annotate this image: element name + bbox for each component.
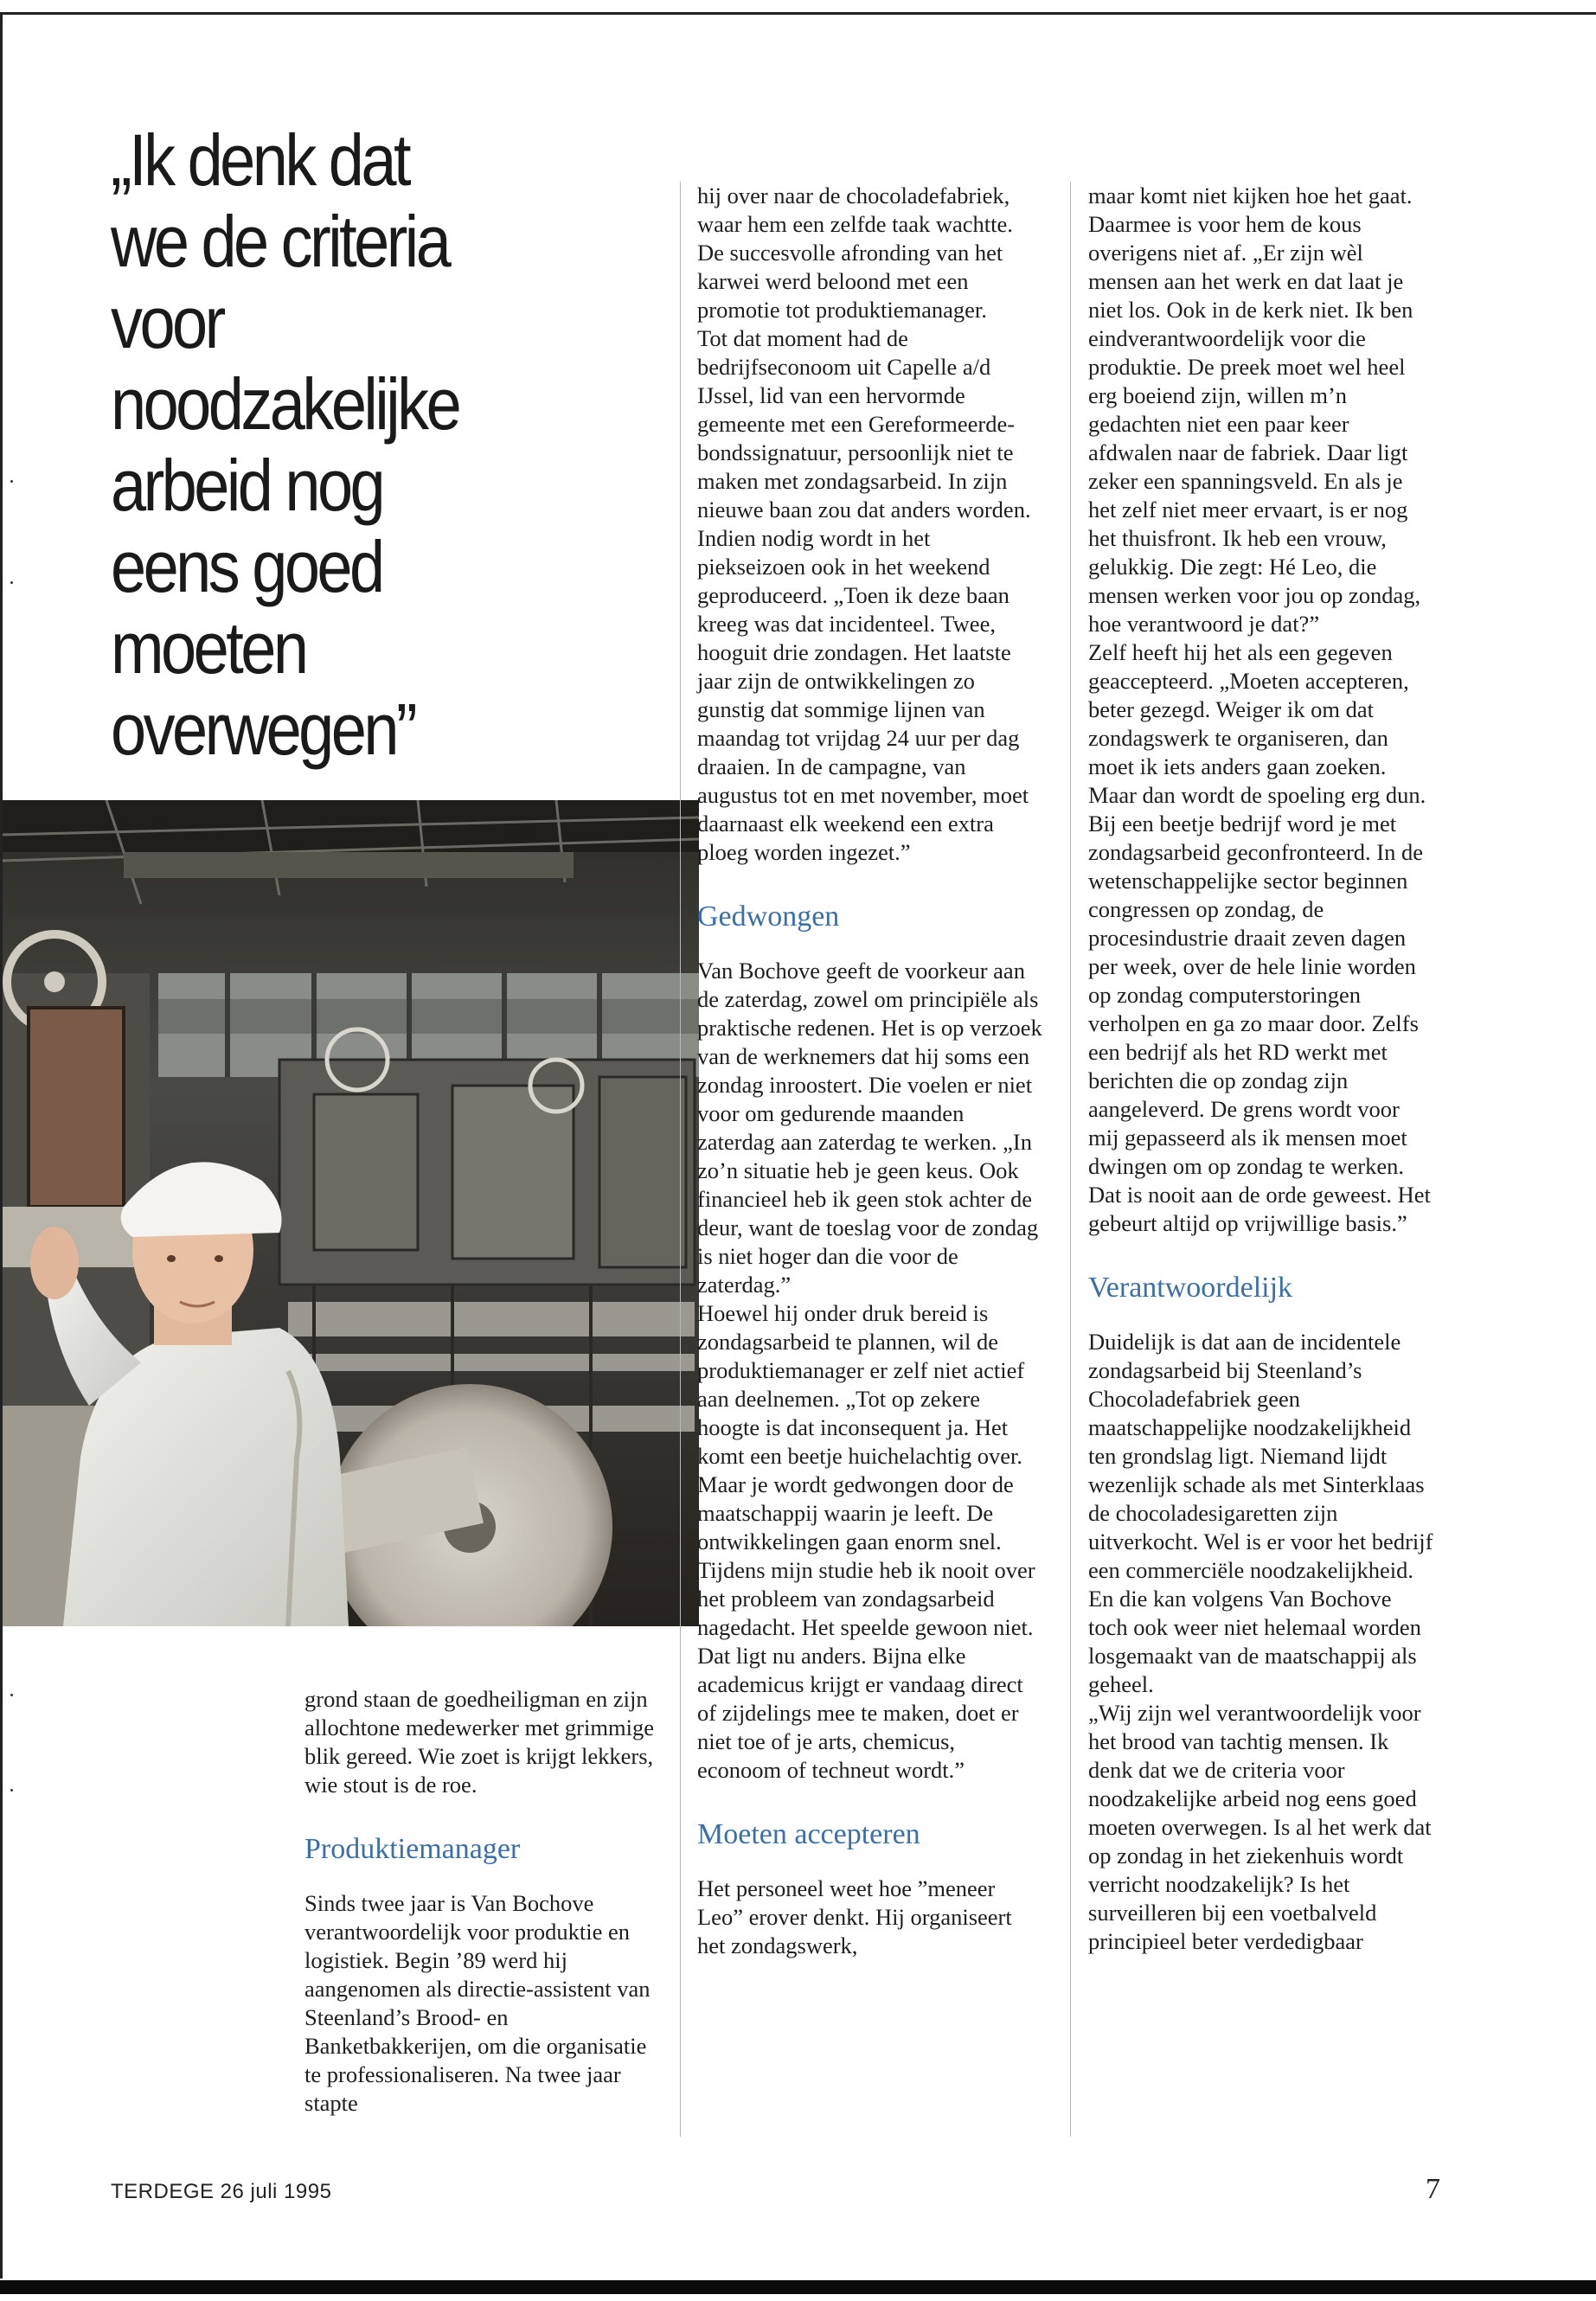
publication-footer: TERDEGE 26 juli 1995 xyxy=(111,2180,332,2203)
column-divider xyxy=(680,182,681,2137)
page-number: 7 xyxy=(1426,2173,1440,2205)
section-heading: Verantwoordelijk xyxy=(1088,1272,1293,1304)
body-paragraph: grond staan de goedheiligman en zijn allochtone medewerker met grimmige blik gereed. Wie zoet is krijgt lekkers, wie stout is de roe. xyxy=(304,1686,654,1798)
pull-quote-line: we de criteria xyxy=(111,201,449,282)
pull-quote-line: arbeid nog xyxy=(111,445,383,526)
column-divider xyxy=(1070,182,1071,2137)
section-heading: Gedwongen xyxy=(697,901,840,933)
top-border-rule xyxy=(0,12,1596,15)
factory-worker-photo xyxy=(3,800,699,1626)
section-heading: Moeten accepteren xyxy=(697,1818,920,1850)
body-paragraph: Duidelijk is dat aan de incidentele zondagsarbeid bij Steenland’s Chocoladefabriek geen maatschappelijke noodzakelijkheid ten grondslag ligt. Niemand lijdt wezenlijk schade als met Sinterklaas de chocoladesigaretten zijn uitverkocht. Wel is er voor het bedrijf een commerciële noodzakelijkheid. En die kan volgens Van Bochove toch ook weer niet helemaal worden losgemaakt van de maatschappij als geheel. xyxy=(1088,1329,1433,1697)
pull-quote-line: noodzakelijke xyxy=(111,363,459,445)
article-column-left xyxy=(304,1685,668,2118)
section-heading: Produktiemanager xyxy=(304,1833,521,1865)
margin-mark xyxy=(10,480,13,483)
body-paragraph: Tot dat moment had de bedrijfseconoom uit Capelle a/d IJssel, lid van een hervormde gemeente met een Gereformeerde-bondssignatuur, persoonlijk niet te maken met zondagsarbeid. In zijn nieuwe baan zou dat anders worden. Indien nodig wordt in het piekseizoen ook in het weekend geproduceerd. „Toen ik deze baan kreeg was dat incidenteel. Twee, hooguit drie zondagen. Het laatste jaar zijn de ontwikkelingen zo gunstig dat sommige lijnen van maandag tot vrijdag 24 uur per dag draaien. In de campagne, van augustus tot en met november, moet daarnaast elk weekend een extra ploeg worden ingezet.” xyxy=(697,325,1031,865)
body-paragraph: Hoewel hij onder druk bereid is zondagsarbeid te plannen, wil de produktiemanager er zelf niet actief aan deelnemen. „Tot op zekere hoogte is dat inconsequent ja. Het komt een beetje huichelachtig over. Maar je wordt gedwongen door de maatschappij waarin je leeft. De ontwikkelingen gaan enorm snel. Tijdens mijn studie heb ik nooit over het probleem van zondagsarbeid nagedacht. Het speelde gewoon niet. Dat ligt nu anders. Bijna elke academicus krijgt er vandaag direct of zijdelings mee te maken, doet er niet toe of je arts, chemicus, econoom of techneut wordt.” xyxy=(697,1300,1035,1783)
pull-quote-line: voor xyxy=(111,282,223,363)
pull-quote-line: „Ik denk dat xyxy=(111,119,409,201)
margin-mark xyxy=(10,1789,13,1791)
margin-mark xyxy=(10,581,13,584)
body-paragraph: „Wij zijn wel verantwoordelijk voor het brood van tachtig mensen. Ik denk dat we de criteria voor noodzakelijke arbeid nog eens goed moeten overwegen. Is al het werk dat op zondag in het ziekenhuis wordt verricht noodzakelijk? Is het surveilleren bij een voetbalveld principieel beter verdedigbaar xyxy=(1088,1700,1432,1954)
body-paragraph: Zelf heeft hij het als een gegeven geaccepteerd. „Moeten accepteren, beter gezegd. Weiger ik om dat zondagswerk te organiseren, dan moet ik iets anders gaan zoeken. Maar dan wordt de spoeling erg dun. Bij een beetje bedrijf word je met zondagsarbeid geconfronteerd. In de wetenschappelijke sector beginnen congressen op zondag, de procesindustrie draait zeven dagen per week, over de hele linie worden op zondag computerstoringen verholpen en ga zo maar door. Zelfs een bedrijf als het RD werkt met berichten die op zondag zijn aangeleverd. De grens wordt voor mij gepasseerd als ik mensen moet dwingen om op zondag te werken. Dat is nooit aan de orde geweest. Het gebeurt altijd op vrijwillige basis.” xyxy=(1088,639,1431,1236)
body-paragraph: Sinds twee jaar is Van Bochove verantwoordelijk voor produktie en logistiek. Begin ’89 werd hij aangenomen als directie-assistent van Steenland’s Brood- en Banketbakkerijen, om die organisatie te professionaliseren. Na twee jaar stapte xyxy=(304,1890,651,2116)
article-column-middle xyxy=(697,182,1043,1960)
body-paragraph: Van Bochove geeft de voorkeur aan de zaterdag, zowel om principiële als praktische redenen. Het is op verzoek van de werknemers dat hij soms een zondag inroostert. Die voelen er niet voor om gedurende maanden zaterdag aan zaterdag te werken. „In zo’n situatie heb je geen keus. Ook financieel heb ik geen stok achter de deur, want de toeslag voor de zondag is niet hoger dan die voor de zaterdag.” xyxy=(697,958,1042,1298)
pull-quote-line: overwegen” xyxy=(111,689,415,770)
pull-quote xyxy=(111,119,598,770)
pull-quote-line: eens goed xyxy=(111,526,382,607)
body-paragraph: maar komt niet kijken hoe het gaat. Daarmee is voor hem de kous overigens niet af. „Er zijn wèl mensen aan het werk en dat laat je niet los. Ook in de kerk niet. Ik ben eindverantwoordelijk voor die produktie. De preek moet wel heel erg boeiend zijn, willen m’n gedachten niet een paar keer afdwalen naar de fabriek. Daar ligt zeker een spanningsveld. En als je het zelf niet meer ervaart, is er nog het thuisfront. Ik heb een vrouw, gelukkig. Die zegt: Hé Leo, die mensen werken voor jou op zondag, hoe verantwoord je dat?” xyxy=(1088,183,1421,637)
bottom-border-rule xyxy=(0,2280,1596,2294)
pull-quote-line: moeten xyxy=(111,607,306,689)
body-paragraph: hij over naar de chocoladefabriek, waar hem een zelfde taak wachtte. De succesvolle afronding van het karwei werd beloond met een promotie tot produktiemanager. xyxy=(697,183,1013,323)
margin-mark xyxy=(10,1694,13,1696)
body-paragraph: Het personeel weet hoe ”meneer Leo” erover denkt. Hij organiseert het zondagswerk, xyxy=(697,1875,1012,1958)
article-column-right xyxy=(1088,182,1434,1956)
